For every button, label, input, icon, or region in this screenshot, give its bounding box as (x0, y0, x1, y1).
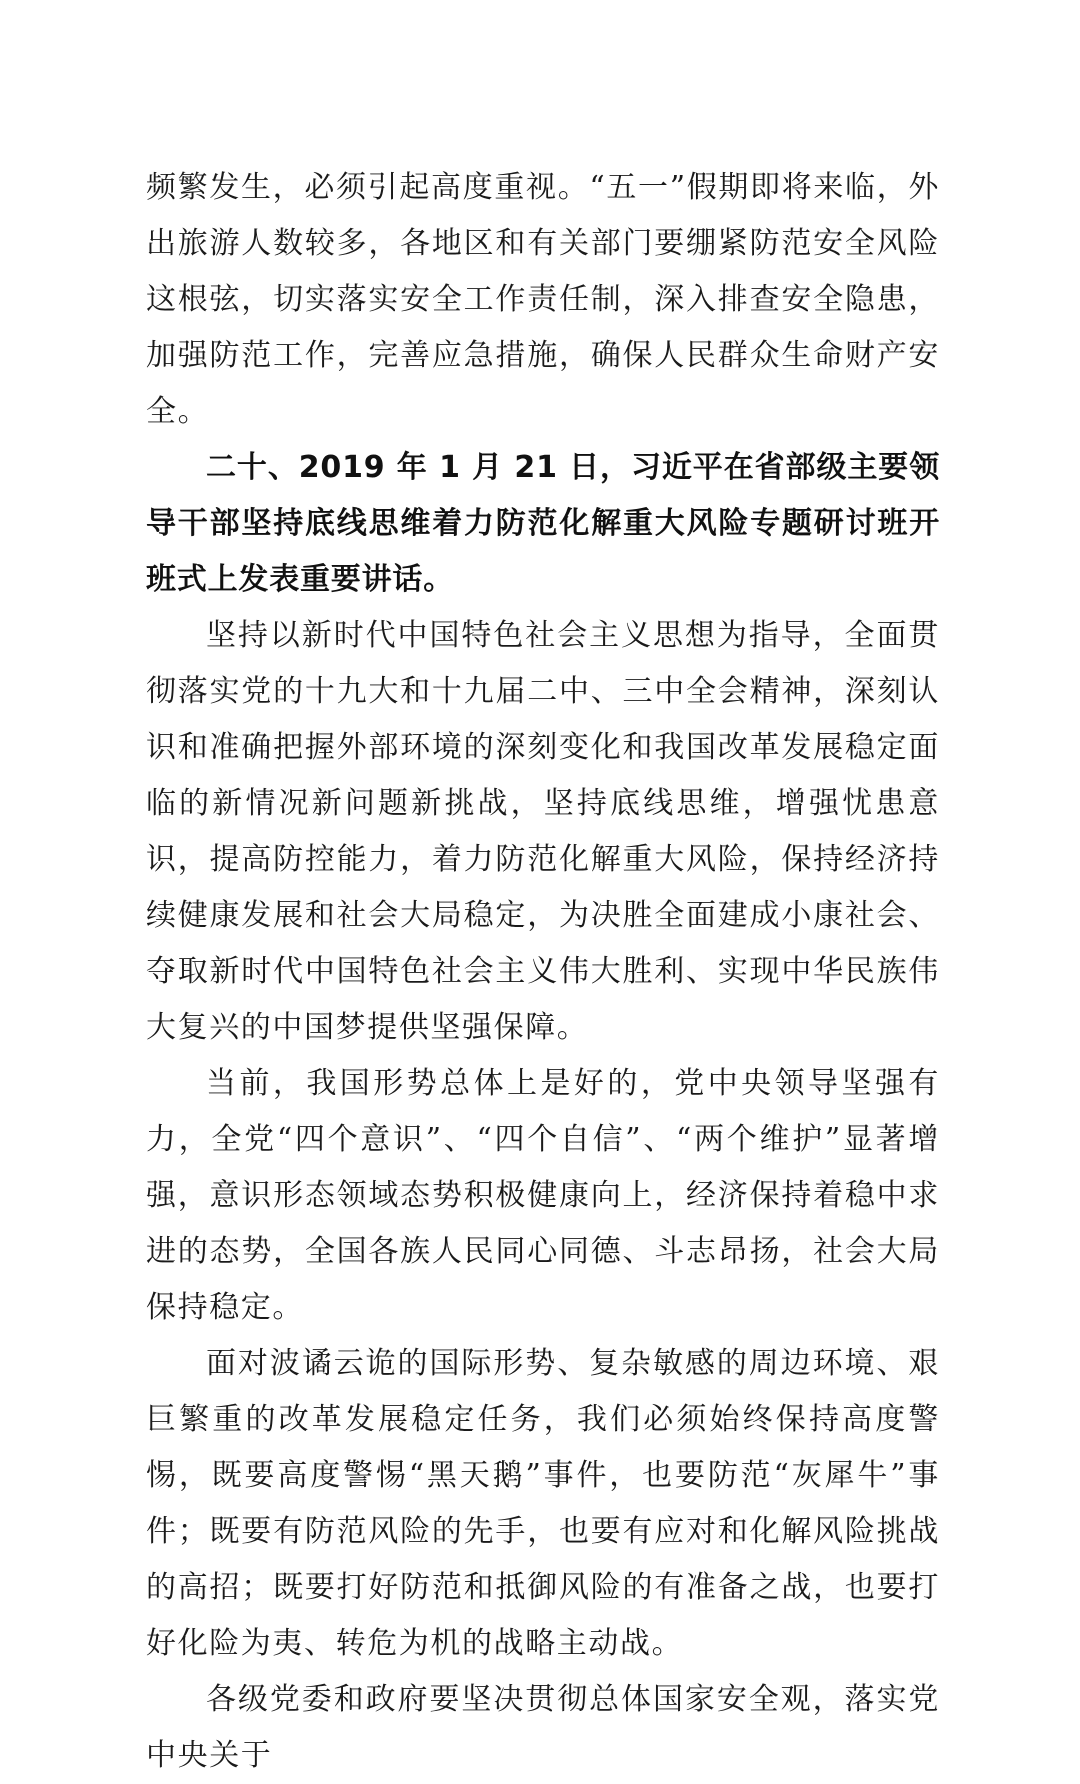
paragraph-risk-vigilance: 面对波谲云诡的国际形势、复杂敏感的周边环境、艰巨繁重的改革发展稳定任务，我们必须始终保持高度警惕，既要高度警惕“黑天鹅”事件，也要防范“灰犀牛”事件；既要有防范风险的先手，也要有应对和化解风险挑战的高招；既要打好防范和抵御风险的有准备之战，也要打好化险为夷、转危为机的战略主动战。 (146, 1346, 940, 1661)
paragraph-continuation: 频繁发生，必须引起高度重视。“五一”假期即将来临，外出旅游人数较多，各地区和有关部门要绷紧防范安全风险这根弦，切实落实安全工作责任制，深入排查安全隐患，加强防范工作，完善应急措施，确保人民群众生命财产安全。 (146, 170, 940, 429)
document-body (146, 160, 940, 1784)
paragraph-guiding-principle: 坚持以新时代中国特色社会主义思想为指导，全面贯彻落实党的十九大和十九届二中、三中全会精神，深刻认识和准确把握外部环境的深刻变化和我国改革发展稳定面临的新情况新问题新挑战，坚持底线思维，增强忧患意识，提高防控能力，着力防范化解重大风险，保持经济持续健康发展和社会大局稳定，为决胜全面建成小康社会、夺取新时代中国特色社会主义伟大胜利、实现中华民族伟大复兴的中国梦提供坚强保障。 (146, 618, 940, 1045)
paragraph-current-situation: 当前，我国形势总体上是好的，党中央领导坚强有力，全党“四个意识”、“四个自信”、“两个维护”显著增强，意识形态领域态势积极健康向上，经济保持着稳中求进的态势，全国各族人民同心同德、斗志昂扬，社会大局保持稳定。 (146, 1066, 940, 1325)
paragraph-national-security: 各级党委和政府要坚决贯彻总体国家安全观，落实党中央关于 (146, 1682, 940, 1773)
section-heading-twenty: 二十、2019 年 1 月 21 日，习近平在省部级主要领导干部坚持底线思维着力防范化解重大风险专题研讨班开班式上发表重要讲话。 (146, 450, 940, 597)
